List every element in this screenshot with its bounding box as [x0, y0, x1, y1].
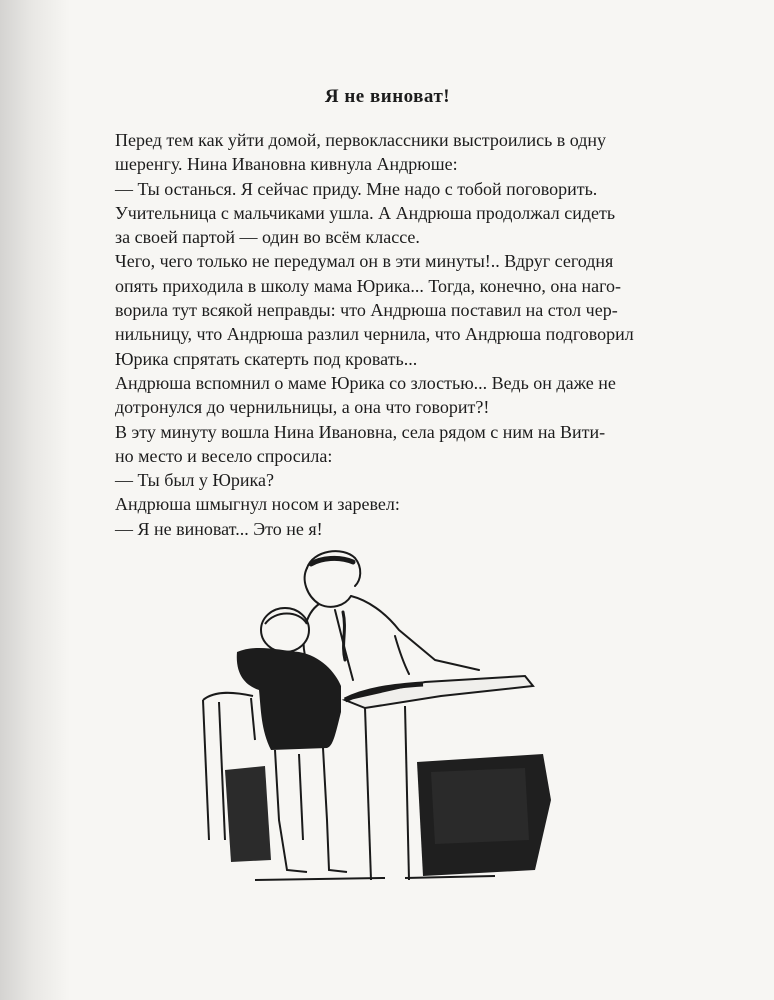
text-line: Учительница с мальчиками ушла. А Андрюша продолжал сидеть [115, 202, 616, 223]
text-line: дотронулся до чернильницы, а она что говорит?! [115, 397, 490, 418]
text-line: опять приходила в школу мама Юрика... Тогда, конечно, она наго- [115, 275, 621, 296]
text-line: Перед тем как уйти домой, первоклассники выстроились в одну [115, 130, 607, 150]
text-line: — Я не виноват... Это не я! [115, 518, 323, 539]
text-line: шеренгу. Нина Ивановна кивнула Андрюше: [115, 154, 458, 175]
page-spine-shadow [0, 0, 70, 1000]
text-line: Чего, чего только не передумал он в эти минуты!.. Вдруг сегодня [115, 251, 614, 272]
text-line: Андрюша шмыгнул носом и заревел: [115, 494, 400, 515]
text-line: Юрика спрятать скатерть под кровать... [115, 348, 418, 369]
text-line: ворила тут всякой неправды: что Андрюша поставил на стол чер- [115, 300, 618, 321]
chapter-title: Я не виноват! [324, 86, 451, 107]
text-line: нильницу, что Андрюша разлил чернила, что Андрюша подговорил [115, 324, 634, 345]
text-line: но место и весело спросила: [115, 445, 333, 466]
text-line: В эту минуту вошла Нина Ивановна, села рядом с ним на Вити- [115, 421, 606, 442]
text-line: за своей партой — один во всём классе. [115, 227, 420, 248]
text-line: Андрюша вспомнил о маме Юрика со злостью... Ведь он даже не [115, 372, 616, 393]
teacher-and-boy-illustration [195, 540, 555, 890]
story-text [115, 128, 660, 541]
text-line: — Ты был у Юрика? [115, 470, 275, 491]
text-line: — Ты останься. Я сейчас приду. Мне надо с тобой поговорить. [115, 178, 598, 199]
